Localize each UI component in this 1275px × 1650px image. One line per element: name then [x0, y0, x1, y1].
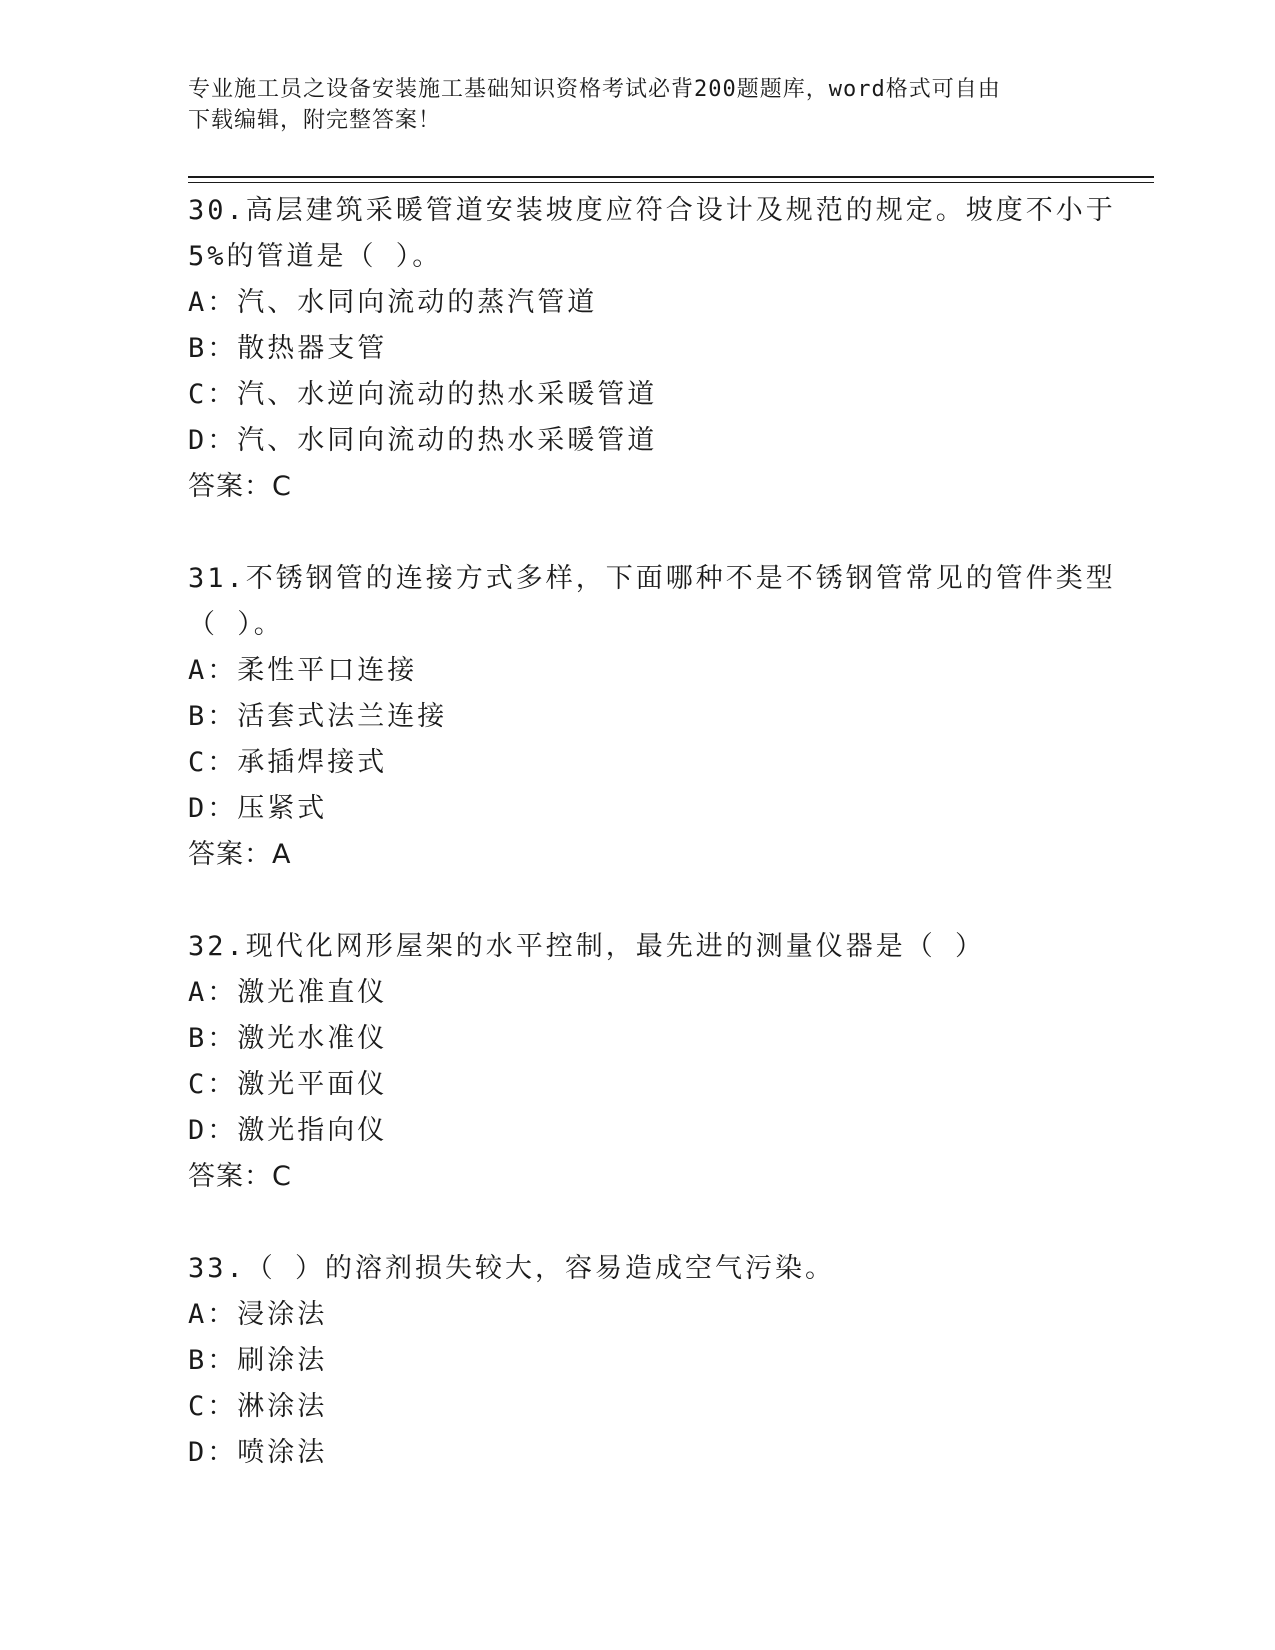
question-stem: 5%的管道是（ ）。: [188, 241, 443, 272]
answer-text: 答案：C: [188, 471, 292, 502]
question-stem: 33.（ ）的溶剂损失较大，容易造成空气污染。: [188, 1253, 836, 1284]
option-a: A：柔性平口连接: [188, 655, 418, 686]
question-list: [188, 188, 1116, 1476]
option-d: D：激光指向仪: [188, 1115, 388, 1146]
option-d: D：喷涂法: [188, 1437, 328, 1468]
option-b: B：散热器支管: [188, 333, 388, 364]
question-31: [188, 556, 1116, 878]
header-divider-thin: [188, 182, 1154, 183]
header-divider-thick: [188, 176, 1154, 178]
option-a: A：激光准直仪: [188, 977, 388, 1008]
document-header: [188, 74, 1068, 136]
option-c: C：汽、水逆向流动的热水采暖管道: [188, 379, 658, 410]
question-stem: 32.现代化网形屋架的水平控制，最先进的测量仪器是（ ）: [188, 931, 986, 962]
header-line-2: 下载编辑，附完整答案！: [188, 108, 442, 133]
question-32: [188, 924, 1088, 1200]
option-c: C：激光平面仪: [188, 1069, 388, 1100]
option-b: B：刷涂法: [188, 1345, 328, 1376]
question-stem: 30.高层建筑采暖管道安装坡度应符合设计及规范的规定。坡度不小于: [188, 195, 1116, 226]
option-b: B：活套式法兰连接: [188, 701, 448, 732]
option-a: A：汽、水同向流动的蒸汽管道: [188, 287, 598, 318]
question-spacer: [188, 510, 1088, 556]
question-stem: （ ）。: [188, 609, 284, 640]
option-b: B：激光水准仪: [188, 1023, 388, 1054]
answer-text: 答案：C: [188, 1161, 292, 1192]
question-33: [188, 1246, 1088, 1476]
option-c: C：淋涂法: [188, 1391, 328, 1422]
question-30: [188, 188, 1116, 510]
question-spacer: [188, 1200, 1088, 1246]
header-line-1: 专业施工员之设备安装施工基础知识资格考试必背200题题库，word格式可自由: [188, 77, 1001, 102]
answer-text: 答案：A: [188, 839, 292, 870]
question-stem: 31.不锈钢管的连接方式多样，下面哪种不是不锈钢管常见的管件类型: [188, 563, 1116, 594]
option-c: C：承插焊接式: [188, 747, 388, 778]
option-a: A：浸涂法: [188, 1299, 328, 1330]
option-d: D：汽、水同向流动的热水采暖管道: [188, 425, 658, 456]
option-d: D：压紧式: [188, 793, 328, 824]
question-spacer: [188, 878, 1088, 924]
